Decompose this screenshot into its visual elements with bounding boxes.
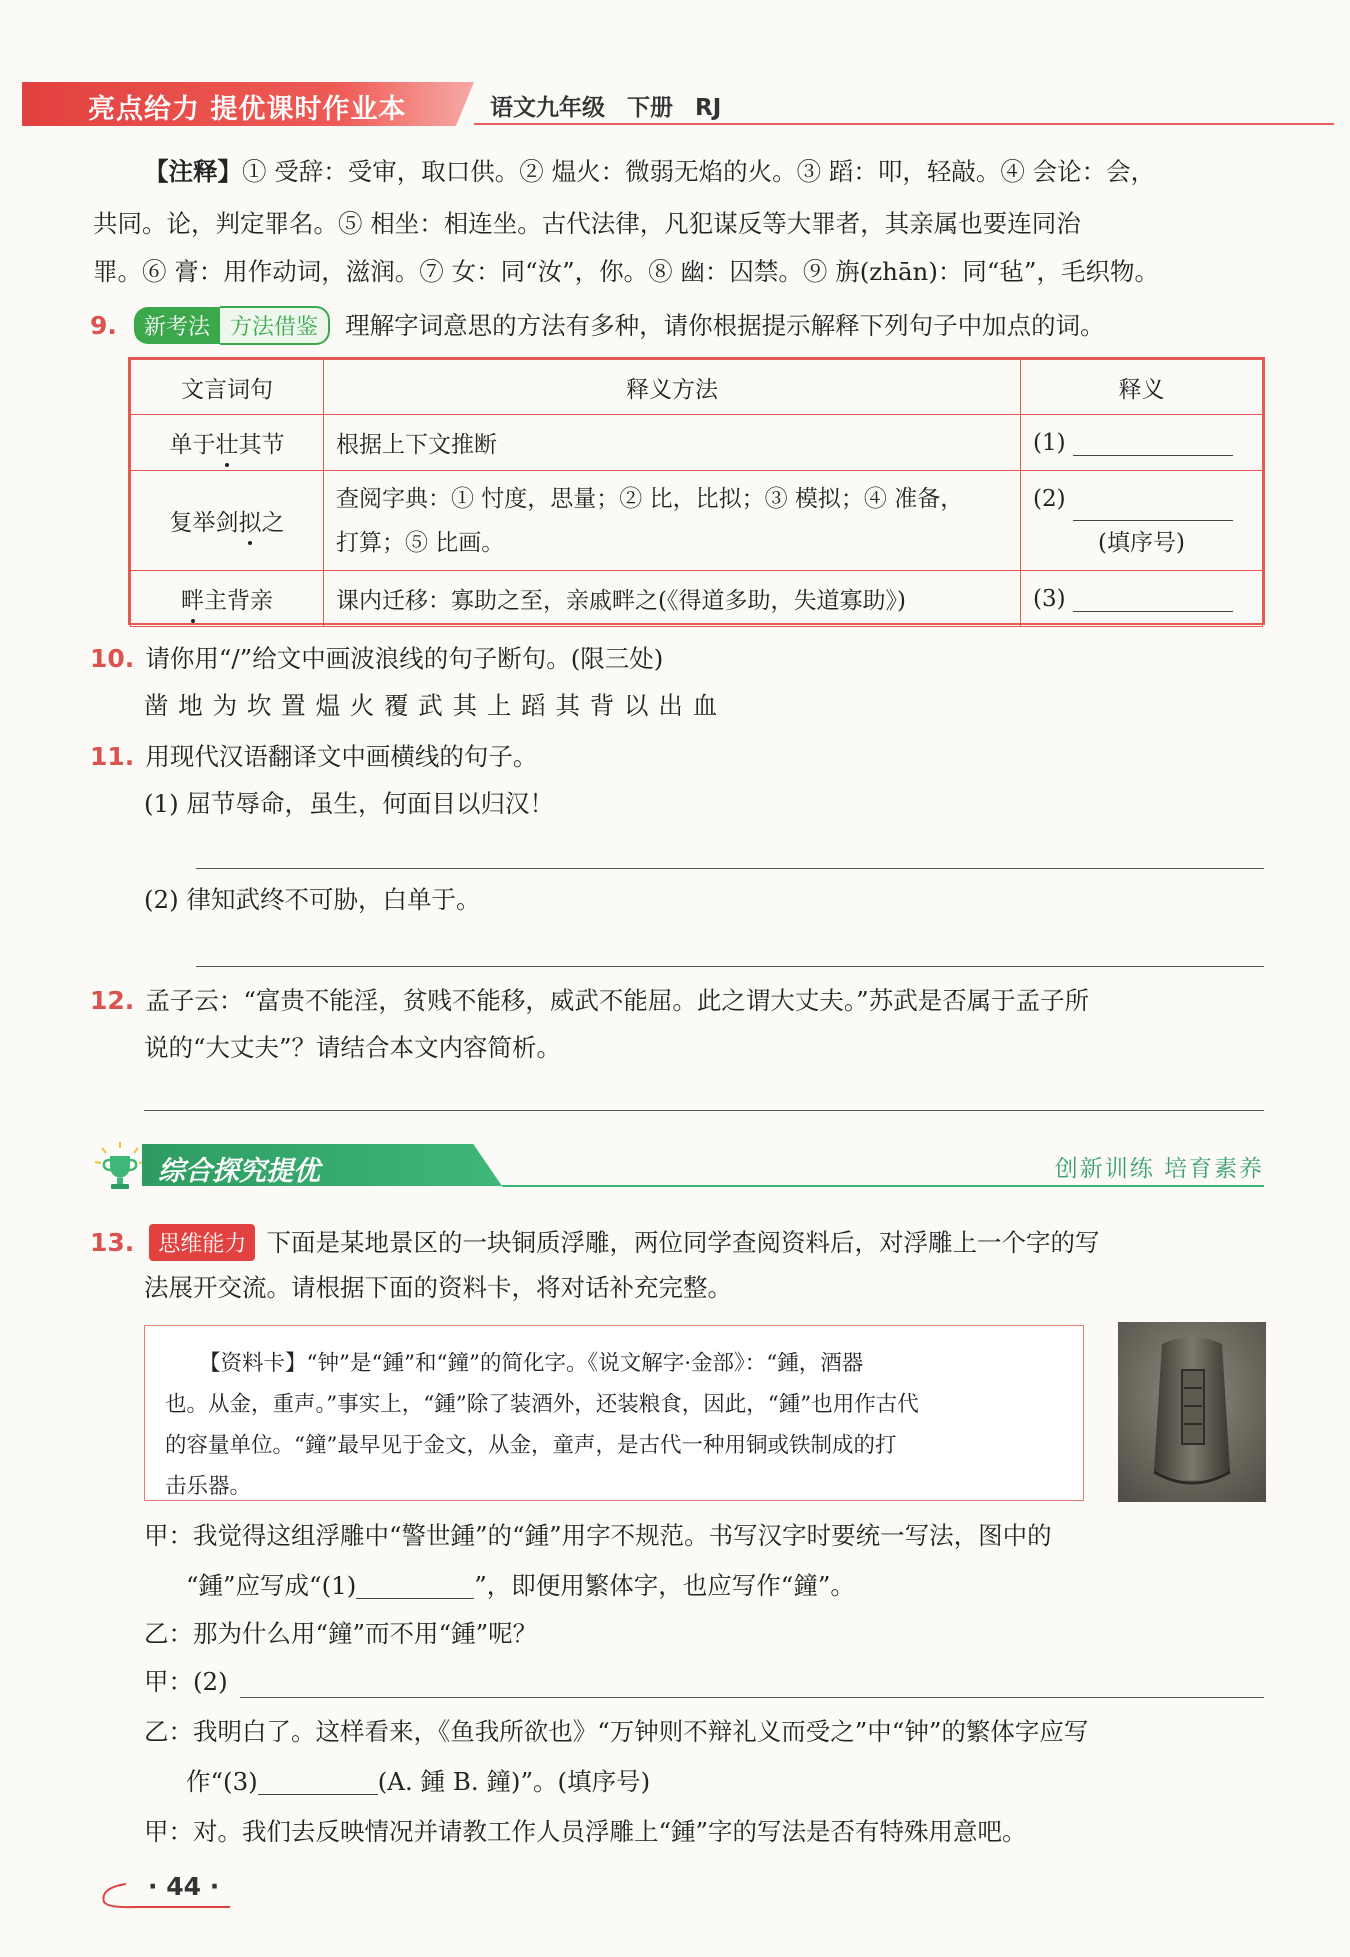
answer-cell[interactable]: (3): [1021, 571, 1263, 627]
table-header: 释义方法: [324, 360, 1021, 415]
fill-hint: (填序号): [1098, 529, 1185, 556]
section-banner: [92, 1140, 1264, 1192]
method-cell: 根据上下文推断: [324, 415, 1021, 471]
question-number: 12.: [90, 986, 135, 1015]
edition-label: RJ: [695, 95, 722, 121]
question-text-cont: 说的“大丈夫”？请结合本文内容简析。: [144, 1033, 562, 1062]
tag-method-reference: 方法借鉴: [220, 306, 330, 345]
phrase-cell: 单于壮其节: [131, 415, 324, 471]
subject-label: 语文九年级: [490, 95, 605, 121]
notes-text-1: ① 受辞：受审，取口供。② 煴火：微弱无焰的火。③ 蹈：叩，轻敲。④ 会论：会，: [242, 157, 1156, 186]
header-rule: [474, 123, 1334, 125]
answer-line[interactable]: [144, 1110, 1264, 1111]
dialogue-3: 甲：(2): [144, 1667, 228, 1696]
dialogue-1b: “鍾”应写成“(1) ”，即便用繁体字，也应写作“鐘”。: [186, 1571, 855, 1600]
blank-3[interactable]: [258, 1772, 378, 1795]
dialogue-5: 甲：对。我们去反映情况并请教工作人员浮雕上“鍾”字的写法是否有特殊用意吧。: [144, 1817, 1027, 1846]
book-info: [490, 89, 721, 122]
dialogue-4a: 乙：我明白了。这样看来，《鱼我所欲也》“万钟则不辩礼义而受之”中“钟”的繁体字应写: [144, 1717, 1089, 1746]
method-cell: 查阅字典：① 忖度，思量；② 比，比拟；③ 模拟；④ 准备， 打算；⑤ 比画。: [324, 471, 1021, 571]
blank-1[interactable]: [356, 1576, 474, 1599]
question-12: [90, 986, 1089, 1015]
question-text: 下面是某地景区的一块铜质浮雕，两位同学查阅资料后，对浮雕上一个字的写: [266, 1228, 1100, 1257]
answer-line[interactable]: [196, 966, 1264, 967]
question-text: 理解字词意思的方法有多种，请你根据提示解释下列句子中加点的词。: [345, 311, 1105, 340]
section-slogan: 创新训练 培育素养: [1054, 1156, 1264, 1182]
question-text: 请你用“/”给文中画波浪线的句子断句。(限三处): [145, 644, 664, 673]
bronze-bell-relief-photo: [1118, 1322, 1266, 1502]
volume-label: 下册: [627, 95, 674, 121]
question-text: 用现代汉语翻译文中画横线的句子。: [145, 742, 538, 771]
question-number: 10.: [90, 644, 135, 673]
answer-line[interactable]: [196, 868, 1264, 869]
translation-item-1: (1) 屈节辱命，虽生，何面目以归汉！: [144, 789, 554, 818]
method-cell: 课内迁移：寡助之至，亲戚畔之(《得道多助，失道寡助》): [324, 571, 1021, 627]
table-row: [131, 571, 1263, 627]
question-number: 9.: [90, 311, 117, 340]
section-title: 综合探究提优: [158, 1156, 320, 1187]
page-number: · 44 ·: [148, 1872, 220, 1901]
table-header-row: [131, 360, 1263, 415]
table-row: [131, 415, 1263, 471]
notes-line-3: 罪。⑥ 膏：用作动词，滋润。⑦ 女：同“汝”，你。⑧ 幽：囚禁。⑨ 旃(zhān)：同“毡”，毛织物。: [93, 257, 1159, 286]
tag-new-method: 新考法: [134, 307, 220, 344]
definition-table: [128, 357, 1265, 625]
phrase-cell: 复举剑拟之: [131, 471, 324, 571]
dialogue-1a: 甲：我觉得这组浮雕中“警世鍾”的“鍾”用字不规范。书写汉字时要统一写法，图中的: [144, 1521, 1052, 1550]
dialogue-2: 乙：那为什么用“鐘”而不用“鍾”呢？: [144, 1619, 538, 1648]
table-header: 释义: [1021, 360, 1263, 415]
question-text: 孟子云：“富贵不能淫，贫贱不能移，威武不能屈。此之谓大丈夫。”苏武是否属于孟子所: [145, 986, 1090, 1015]
page-header: [22, 82, 1334, 126]
card-line-1: 【资料卡】“钟”是“鍾”和“鐘”的简化字。《说文解字·金部》：“鍾，酒器: [199, 1351, 864, 1376]
card-line-2: 也。从金，重声。”事实上，“鍾”除了装酒外，还装粮食，因此，“鍾”也用作古代: [165, 1392, 919, 1417]
banner-rule: [502, 1185, 1264, 1187]
answer-cell[interactable]: (2) (填序号): [1021, 471, 1263, 571]
answer-cell[interactable]: (1): [1021, 415, 1263, 471]
question-10: [90, 644, 663, 673]
question-text-cont: 法展开交流。请根据下面的资料卡，将对话补充完整。: [144, 1273, 732, 1302]
question-number: 13.: [90, 1228, 135, 1257]
notes-line-2: 共同。论，判定罪名。⑤ 相坐：相连坐。古代法律，凡犯谋反等大罪者，其亲属也要连同治: [93, 209, 1081, 238]
answer-line[interactable]: [240, 1697, 1264, 1698]
trophy-icon: [92, 1140, 148, 1192]
card-line-3: 的容量单位。“鐘”最早见于金文，从金，童声，是古代一种用铜或铁制成的打: [165, 1433, 897, 1458]
question-11: [90, 742, 537, 771]
phrase-cell: 畔主背亲: [131, 571, 324, 627]
notes-line-1: [144, 157, 1156, 186]
info-card: [144, 1325, 1084, 1501]
notes-label: 【注释】: [144, 157, 242, 186]
table-row: [131, 471, 1263, 571]
card-line-4: 击乐器。: [165, 1474, 252, 1499]
table-header: 文言词句: [131, 360, 324, 415]
tag-thinking-ability: 思维能力: [149, 1224, 255, 1261]
question-13: [90, 1224, 1100, 1261]
question-9: [90, 306, 1105, 345]
question-number: 11.: [90, 742, 135, 771]
book-title: 亮点给力 提优课时作业本: [88, 94, 407, 125]
translation-item-2: (2) 律知武终不可胁，白单于。: [144, 885, 481, 914]
dialogue-4b: 作“(3) (A. 鍾 B. 鐘)”。(填序号): [186, 1767, 651, 1796]
punctuation-sentence[interactable]: 凿 地 为 坎 置 煴 火 覆 武 其 上 蹈 其 背 以 出 血: [144, 691, 719, 720]
